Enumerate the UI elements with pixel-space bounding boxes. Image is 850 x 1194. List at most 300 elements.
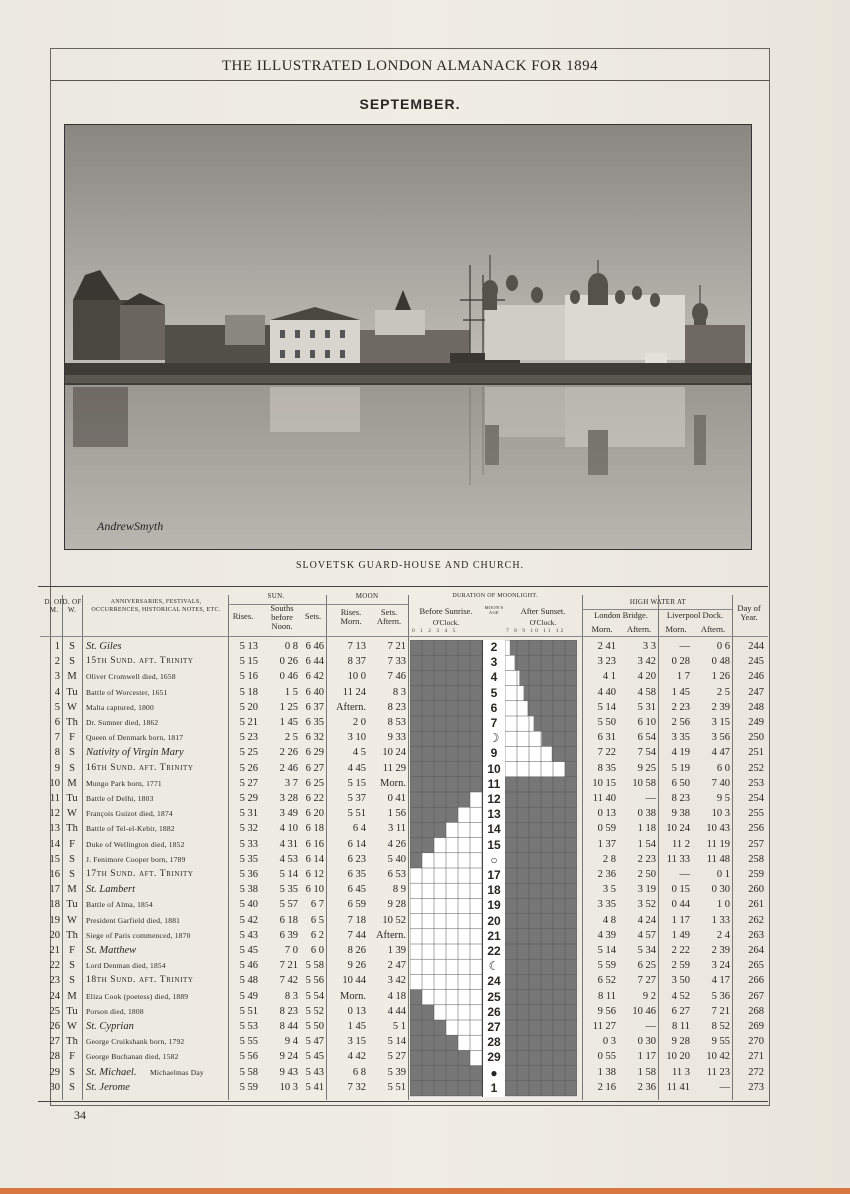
moon-rises: 2 0 <box>352 717 366 728</box>
moon-sets: 1 39 <box>387 945 406 956</box>
moon-age: ☾ <box>488 959 500 974</box>
lb-aftern: 4 24 <box>637 914 656 926</box>
sun-sets: 6 20 <box>305 808 324 820</box>
header-sun-rises: Rises. <box>232 611 254 621</box>
moon-sets: 2 47 <box>387 960 406 972</box>
sun-sets: 6 27 <box>305 762 324 774</box>
event-text: Malta captured, 1800 <box>86 702 154 712</box>
day-of-week: S <box>69 869 75 880</box>
moon-rises: 8 26 <box>347 945 366 956</box>
day-of-week: Th <box>66 1036 78 1048</box>
sun-sets: 6 18 <box>305 823 324 835</box>
day-of-year: 266 <box>748 975 764 987</box>
moon-age: 15 <box>487 837 501 852</box>
lv-aftern: 8 52 <box>711 1021 730 1032</box>
lb-aftern: 1 18 <box>637 823 656 835</box>
lv-morn: 1 45 <box>671 686 690 698</box>
moon-sets: 0 41 <box>387 793 406 804</box>
event-text: St. Cyprian <box>86 1021 134 1032</box>
moon-age-column <box>482 640 506 1097</box>
moon-sets: 5 39 <box>387 1066 406 1078</box>
header-london-bridge: London Bridge. <box>594 610 648 620</box>
moon-rises: 7 13 <box>347 641 366 652</box>
moon-rises: Aftern. <box>335 701 366 713</box>
sun-rises: 5 48 <box>239 975 258 987</box>
sun-sets: 6 2 <box>310 929 324 941</box>
event-text: J. Fenimore Cooper born, 1789 <box>86 854 186 864</box>
sun-souths: 2 46 <box>279 762 298 774</box>
day-of-month: 24 <box>49 990 60 1002</box>
moon-header-rule <box>326 604 408 605</box>
sun-souths: 5 35 <box>279 884 298 896</box>
lb-aftern: 7 54 <box>637 747 656 759</box>
day-of-year: 248 <box>748 701 764 713</box>
lb-aftern: 0 38 <box>637 808 656 820</box>
lv-morn: 5 19 <box>671 762 690 774</box>
lb-aftern: 4 58 <box>637 686 656 698</box>
day-of-week: M <box>67 777 77 789</box>
moon-sets: 5 40 <box>387 853 406 865</box>
event-text: Nativity of Virgin Mary <box>86 747 184 759</box>
moon-age: 21 <box>487 928 501 943</box>
header-moon-age: MOON'S AGE <box>484 605 504 615</box>
sun-sets: 6 29 <box>305 747 324 759</box>
sun-sets: 5 56 <box>305 975 324 987</box>
sun-sets: 6 37 <box>305 701 324 713</box>
event-note: Michaelmas Day <box>150 1067 204 1077</box>
day-of-year: 257 <box>748 838 764 850</box>
event-text: Duke of Wellington died, 1852 <box>86 839 185 849</box>
sun-sets: 6 10 <box>305 884 324 896</box>
sun-sets: 6 7 <box>310 899 324 911</box>
moon-sets: Aftern. <box>375 929 406 941</box>
sun-souths: 4 10 <box>279 823 298 835</box>
moon-rises: 6 45 <box>347 884 366 896</box>
header-bottom-rule <box>40 636 768 637</box>
sun-rises: 5 56 <box>239 1051 258 1063</box>
sun-rises: 5 26 <box>239 762 258 774</box>
col-divider <box>228 595 229 1100</box>
lb-morn: 4 39 <box>597 929 616 941</box>
moon-rises: 6 14 <box>347 838 366 850</box>
lb-morn: 3 23 <box>597 656 616 668</box>
before-dark-cell <box>410 1050 470 1065</box>
after-dark-cell <box>565 762 577 777</box>
sun-rises: 5 40 <box>239 899 258 911</box>
lb-aftern: 6 54 <box>637 732 656 744</box>
lv-aftern: 2 39 <box>711 701 730 713</box>
before-dark-cell <box>410 792 470 807</box>
lb-morn: 0 55 <box>597 1051 616 1063</box>
sun-rises: 5 29 <box>239 793 258 804</box>
lv-morn: 2 56 <box>671 717 690 728</box>
event-text: Mungo Park born, 1771 <box>86 778 162 788</box>
header-moon-rises: Rises. Morn. <box>340 607 362 626</box>
day-of-month: 6 <box>54 717 60 728</box>
lv-aftern: 1 0 <box>716 899 730 911</box>
sun-souths: 1 5 <box>284 686 298 698</box>
day-of-year: 265 <box>748 960 764 972</box>
lv-aftern: 9 5 <box>716 793 730 804</box>
event-text: George Cruikshank born, 1792 <box>86 1037 185 1047</box>
lb-aftern: 10 46 <box>632 1005 656 1017</box>
sun-souths: 3 28 <box>279 793 298 804</box>
header-before-oclock: O'Clock. <box>432 618 460 627</box>
moon-age: 5 <box>490 685 498 700</box>
moon-sets: 3 11 <box>388 823 406 835</box>
lv-morn: 6 50 <box>671 777 690 789</box>
moon-age: 19 <box>487 898 501 913</box>
sun-sets: 6 0 <box>310 945 324 956</box>
sun-sets: 5 45 <box>305 1051 324 1063</box>
before-dark-cell <box>410 990 422 1005</box>
day-of-week: S <box>69 762 75 774</box>
day-of-year: 256 <box>748 823 764 835</box>
event-text: Eliza Cook (poetess) died, 1889 <box>86 991 189 1001</box>
moon-sets: 7 33 <box>387 656 406 668</box>
sun-rises: 5 53 <box>239 1021 258 1032</box>
moon-sets: 11 29 <box>382 762 406 774</box>
lv-aftern: 10 42 <box>706 1051 730 1063</box>
moon-sets: 7 21 <box>387 641 406 652</box>
day-of-month: 25 <box>49 1005 60 1017</box>
event-text: Battle of Delhi, 1803 <box>86 794 154 803</box>
lv-morn: 10 24 <box>666 823 690 835</box>
moon-rises: 9 26 <box>347 960 366 972</box>
day-of-month: 29 <box>49 1066 60 1078</box>
event-text: President Garfield died, 1881 <box>86 915 181 925</box>
event-text: Battle of Alma, 1854 <box>86 900 153 910</box>
day-of-week: Tu <box>66 1005 78 1017</box>
moon-sets: 5 14 <box>387 1036 406 1048</box>
lv-morn: 8 23 <box>671 793 690 804</box>
day-of-year: 245 <box>748 656 764 668</box>
day-of-month: 22 <box>49 960 60 972</box>
moon-age: 25 <box>487 989 501 1004</box>
after-dark-cell <box>510 640 577 655</box>
lb-aftern: 10 58 <box>632 777 656 789</box>
moon-age: ☽ <box>488 731 500 746</box>
moon-age: 4 <box>490 670 498 685</box>
lb-morn: 11 27 <box>592 1021 616 1032</box>
event-text: St. Matthew <box>86 945 137 956</box>
sun-rises: 5 51 <box>239 1005 258 1017</box>
day-of-week: F <box>69 732 75 744</box>
moon-age: 18 <box>487 883 501 898</box>
moon-rises: 4 42 <box>347 1051 366 1063</box>
event-text: Porson died, 1808 <box>86 1006 144 1016</box>
lv-morn: 1 49 <box>671 929 690 941</box>
moon-rises: 5 15 <box>347 777 366 789</box>
moon-sets: 5 51 <box>387 1081 406 1093</box>
lb-morn: 5 14 <box>597 701 616 713</box>
header-moon: MOON <box>355 592 379 600</box>
day-of-year: 267 <box>748 990 764 1002</box>
header-lv-morn: Morn. <box>665 624 687 634</box>
lv-aftern: 9 55 <box>711 1036 730 1048</box>
day-of-year: 260 <box>748 884 764 896</box>
event-text: George Buchanan died, 1582 <box>86 1052 179 1062</box>
lv-aftern: 0 48 <box>711 656 730 668</box>
sun-sets: 5 43 <box>305 1066 324 1078</box>
lb-morn: 8 35 <box>597 762 616 774</box>
sun-rises: 5 18 <box>239 686 258 698</box>
header-day-of-month: D. OF M. <box>44 598 64 614</box>
lb-morn: 8 11 <box>598 990 616 1002</box>
day-of-year: 272 <box>748 1066 764 1078</box>
moon-sets: 8 3 <box>392 686 406 698</box>
day-of-month: 28 <box>49 1051 60 1063</box>
sun-rises: 5 59 <box>239 1081 258 1093</box>
header-divider <box>50 80 770 81</box>
lv-morn: 0 44 <box>671 899 690 911</box>
moon-sets: 6 53 <box>387 869 406 880</box>
day-of-year: 258 <box>748 853 764 865</box>
day-of-year: 249 <box>748 717 764 728</box>
moon-age: ○ <box>490 852 498 867</box>
moon-age: 24 <box>487 974 501 989</box>
lv-aftern: 5 36 <box>711 990 730 1002</box>
moon-rises: 4 45 <box>347 762 366 774</box>
moon-age: 27 <box>487 1020 501 1034</box>
lv-aftern: 11 23 <box>706 1066 730 1078</box>
after-dark-cell <box>515 655 577 670</box>
moon-sets: 7 46 <box>387 671 406 683</box>
lb-morn: 3 5 <box>602 884 616 896</box>
day-of-month: 11 <box>49 793 60 804</box>
day-of-month: 16 <box>49 869 60 880</box>
day-of-month: 8 <box>54 747 60 759</box>
moon-rises: 6 35 <box>347 869 366 880</box>
sun-souths: 5 57 <box>279 899 298 911</box>
lv-aftern: 2 39 <box>711 945 730 956</box>
sun-souths: 9 43 <box>279 1066 298 1078</box>
day-of-month: 27 <box>49 1036 60 1048</box>
moon-age: 1 <box>490 1080 498 1095</box>
sun-rises: 5 46 <box>239 960 258 972</box>
table-top-rule <box>38 586 768 587</box>
header-moon-sets: Sets. Aftern. <box>376 607 402 626</box>
header-lb-morn: Morn. <box>591 624 613 634</box>
day-of-year: 252 <box>748 762 764 774</box>
sun-header-rule <box>228 604 326 605</box>
sun-souths: 5 14 <box>279 869 298 880</box>
header-after-ticks: 7 8 9 10 11 12 <box>506 628 566 634</box>
lb-morn: 5 59 <box>597 960 616 972</box>
moon-sets: Morn. <box>380 777 406 789</box>
day-of-month: 5 <box>54 701 60 713</box>
sun-souths: 7 21 <box>279 960 298 972</box>
sun-souths: 6 39 <box>279 929 298 941</box>
lv-aftern: 10 3 <box>711 808 730 820</box>
lv-morn: 11 41 <box>666 1081 690 1093</box>
sun-sets: 6 22 <box>305 793 324 804</box>
lv-aftern: 4 47 <box>711 747 730 759</box>
sun-souths: 1 45 <box>279 717 298 728</box>
moon-sets: 4 44 <box>387 1005 406 1017</box>
sun-sets: 5 54 <box>305 990 324 1002</box>
lb-morn: 1 38 <box>597 1066 616 1078</box>
hw-header-rule <box>582 609 732 610</box>
day-of-year: 270 <box>748 1036 764 1048</box>
sun-souths: 2 5 <box>284 732 298 744</box>
sun-rises: 5 33 <box>239 838 258 850</box>
lv-aftern: 0 30 <box>711 884 730 896</box>
day-of-year: 259 <box>748 869 764 880</box>
after-dark-cell <box>524 686 577 701</box>
moon-age: 9 <box>490 746 498 761</box>
lb-morn: 0 13 <box>597 808 616 820</box>
sun-rises: 5 35 <box>239 853 258 865</box>
event-text: St. Jerome <box>86 1081 130 1093</box>
moon-rises: 3 15 <box>347 1036 366 1048</box>
lb-morn: 4 40 <box>597 686 616 698</box>
after-dark-cell <box>519 670 577 685</box>
sun-sets: 5 58 <box>305 960 324 972</box>
day-of-month: 10 <box>49 777 60 789</box>
moon-sets: 3 42 <box>387 975 406 987</box>
after-dark-cell <box>534 716 577 731</box>
lb-aftern: 1 17 <box>637 1051 656 1063</box>
sun-souths: 9 4 <box>284 1036 298 1048</box>
moon-rises: 3 10 <box>347 732 366 744</box>
moon-rises: 7 18 <box>347 914 366 926</box>
col-divider <box>326 595 327 1100</box>
sun-souths: 4 31 <box>279 838 298 850</box>
moon-age: 13 <box>487 807 501 822</box>
after-sunset-grid <box>505 640 577 1097</box>
day-of-month: 23 <box>49 975 60 987</box>
lb-aftern: — <box>645 793 656 804</box>
lv-morn: 2 22 <box>671 945 690 956</box>
lv-morn: 11 33 <box>666 853 690 865</box>
day-of-year: 246 <box>748 671 764 683</box>
day-of-week: Tu <box>66 686 78 698</box>
lv-morn: 10 20 <box>666 1051 690 1063</box>
moon-age: 20 <box>487 913 501 928</box>
lb-morn: 0 3 <box>602 1036 616 1048</box>
event-text: 18th Sund. aft. Trinity <box>86 975 194 986</box>
sun-souths: 0 46 <box>279 671 298 683</box>
day-of-year: 264 <box>748 945 764 956</box>
day-of-week: S <box>69 641 75 652</box>
day-of-week: Th <box>66 823 78 835</box>
header-sun: SUN. <box>267 592 285 600</box>
sun-sets: 6 44 <box>305 656 324 668</box>
sun-rises: 5 38 <box>239 884 258 896</box>
day-of-week: W <box>67 914 77 926</box>
day-of-week: Th <box>66 929 78 941</box>
lb-aftern: 9 25 <box>637 762 656 774</box>
lb-aftern: 4 57 <box>637 929 656 941</box>
day-of-year: 253 <box>748 777 764 789</box>
page-title: THE ILLUSTRATED LONDON ALMANACK FOR 1894 <box>221 58 599 74</box>
sun-rises: 5 58 <box>239 1066 258 1078</box>
day-of-week: S <box>69 656 75 668</box>
moon-rises: 6 23 <box>347 853 366 865</box>
day-of-week: S <box>69 1066 75 1078</box>
day-of-year: 262 <box>748 914 764 926</box>
lb-morn: 2 8 <box>602 853 616 865</box>
day-of-year: 263 <box>748 929 764 941</box>
lv-aftern: 3 15 <box>711 717 730 728</box>
lv-aftern: 7 21 <box>711 1005 730 1017</box>
lb-morn: 9 56 <box>597 1005 616 1017</box>
sun-souths: 8 44 <box>279 1021 298 1032</box>
page-edge <box>0 1188 850 1194</box>
sun-souths: 1 25 <box>279 701 298 713</box>
moon-rises: 1 45 <box>347 1021 366 1032</box>
event-text: François Guizot died, 1874 <box>86 809 173 819</box>
day-of-year: 247 <box>748 686 764 698</box>
moon-rises: 10 44 <box>342 975 366 987</box>
day-of-month: 7 <box>54 732 60 744</box>
lb-morn: 10 15 <box>592 777 616 789</box>
lv-aftern: 6 0 <box>716 762 730 774</box>
day-of-week: S <box>69 975 75 987</box>
moon-rises: 5 37 <box>347 793 366 804</box>
moon-rises: 8 37 <box>347 656 366 668</box>
sun-souths: 0 8 <box>284 641 298 652</box>
sun-rises: 5 16 <box>239 671 258 683</box>
moon-age: 14 <box>487 822 501 837</box>
moon-age: 7 <box>490 716 498 730</box>
lb-aftern: 3 52 <box>637 899 656 911</box>
day-of-year: 255 <box>748 808 764 820</box>
lb-morn: 2 41 <box>597 641 616 652</box>
lv-morn: 4 19 <box>671 747 690 759</box>
moon-age: 22 <box>487 944 501 958</box>
event-text: St. Michael. <box>86 1066 137 1078</box>
sun-souths: 7 42 <box>279 975 298 987</box>
sun-sets: 6 40 <box>305 686 324 698</box>
lv-aftern: 2 4 <box>716 929 730 941</box>
sun-sets: 6 32 <box>305 732 324 744</box>
sun-souths: 8 23 <box>279 1005 298 1017</box>
lv-aftern: 2 5 <box>716 686 730 698</box>
event-text: St. Lambert <box>86 884 136 896</box>
artist-signature: AndrewSmyth <box>97 519 164 533</box>
lv-aftern: — <box>719 1081 730 1093</box>
lb-morn: 3 35 <box>597 899 616 911</box>
day-of-week: S <box>69 853 75 865</box>
day-of-month: 9 <box>54 762 60 774</box>
lv-aftern: 1 26 <box>711 671 730 683</box>
lb-morn: 2 16 <box>597 1081 616 1093</box>
moon-sets: 10 52 <box>382 914 406 926</box>
moon-age: 3 <box>490 655 498 670</box>
lv-morn: 1 7 <box>676 671 690 683</box>
event-text: Queen of Denmark born, 1817 <box>86 733 184 743</box>
moon-rises: 6 59 <box>347 899 366 911</box>
lv-morn: 4 52 <box>671 990 690 1002</box>
day-of-week: S <box>69 747 75 759</box>
sun-souths: 8 3 <box>284 990 298 1002</box>
day-of-week: M <box>67 884 77 896</box>
header-moonlight: DURATION OF MOONLIGHT. <box>452 593 538 599</box>
moon-age: 17 <box>487 868 501 882</box>
day-of-year: 254 <box>748 793 764 804</box>
table-bottom-rule <box>38 1101 768 1102</box>
lb-aftern: 0 30 <box>637 1036 656 1048</box>
sun-rises: 5 42 <box>239 914 258 926</box>
sun-souths: 10 3 <box>279 1081 298 1093</box>
moon-age: 26 <box>487 1004 501 1019</box>
event-text: 15th Sund. aft. Trinity <box>86 656 194 667</box>
after-dark-cell <box>552 746 577 761</box>
lv-morn: 9 28 <box>671 1036 690 1048</box>
col-divider <box>82 595 83 1100</box>
